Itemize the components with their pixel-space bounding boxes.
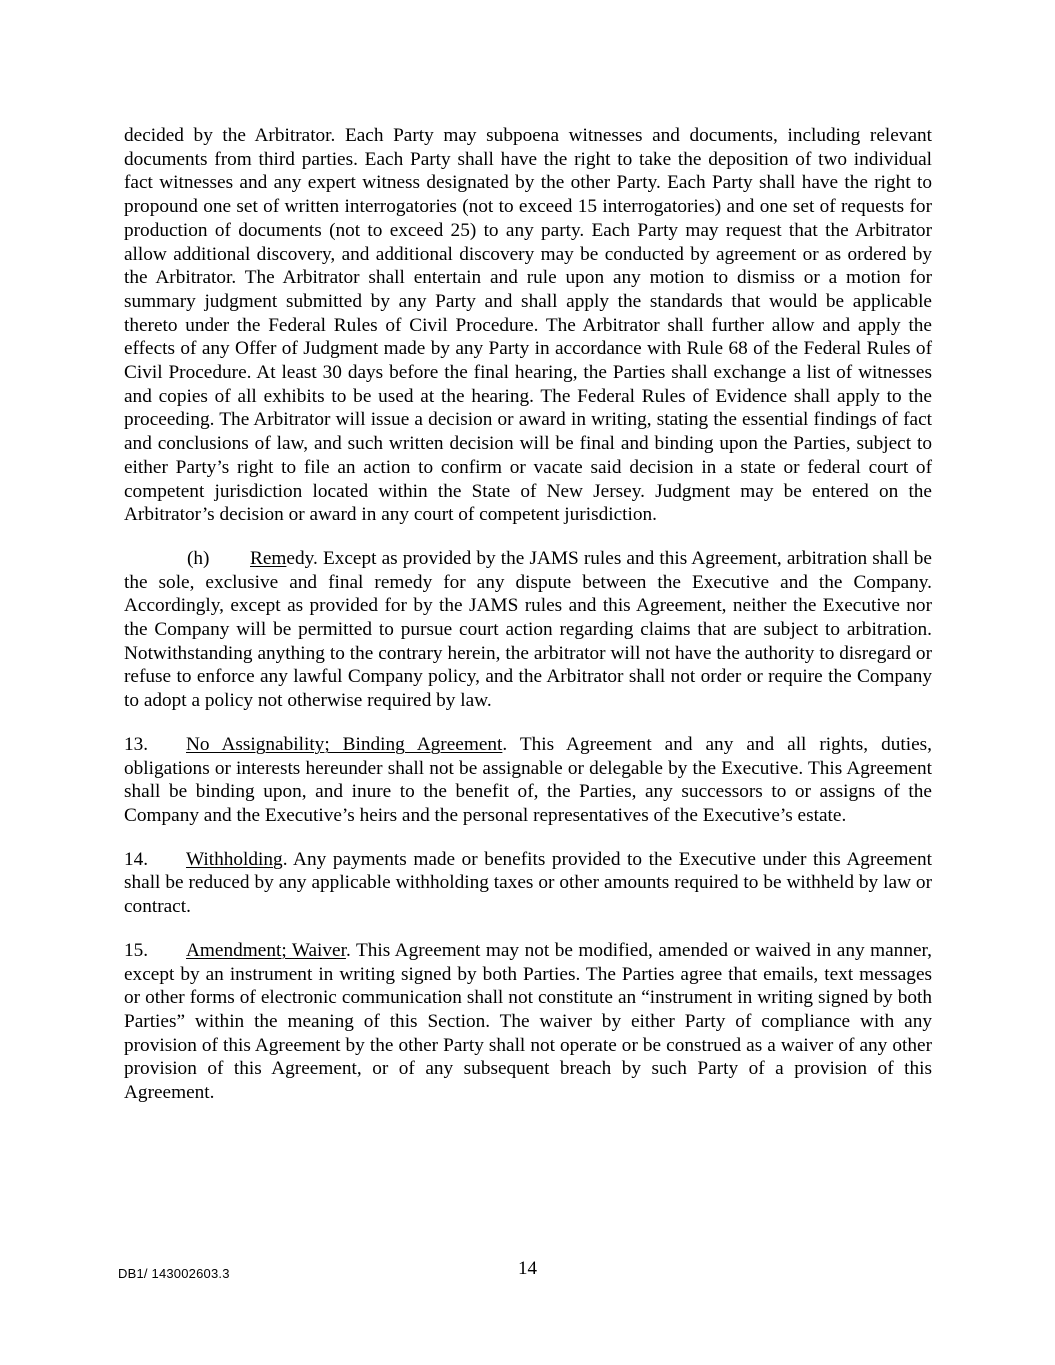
section-13-body: . This Agreement and any and all rights, duties, obligations or interests hereunder shall not be assignable or delegable by the Executive. This Agreement shall be binding upon, and inure to the benefit of, the Parties, any successors to or assigns of the Company and the Executive’s heirs and the personal representatives of the Executive’s estate.	[124, 733, 932, 826]
document-body	[124, 124, 932, 1125]
continuation-paragraph: decided by the Arbitrator. Each Party may subpoena witnesses and documents, including relevant documents from third parties. Each Party shall have the right to take the deposition of two individual fact witnesses and any expert witness designated by the other Party. Each Party shall have the right to propound one set of written interrogatories (not to exceed 15 interrogatories) and one set of requests for production of documents (not to exceed 25) to any party. Each Party may request that the Arbitrator allow additional discovery, and additional discovery may be conducted by agreement or as ordered by the Arbitrator. The Arbitrator shall entertain and rule upon any motion to dismiss or a motion for summary judgment submitted by any Party and shall apply the standards that would be applicable thereto under the Federal Rules of Civil Procedure. The Arbitrator shall further allow and apply the effects of any Offer of Judgment made by any Party in accordance with Rule 68 of the Federal Rules of Civil Procedure. At least 30 days before the final hearing, the Parties shall exchange a list of witnesses and copies of all exhibits to be used at the hearing. The Federal Rules of Evidence shall apply to the proceeding. The Arbitrator will issue a decision or award in writing, stating the essential findings of fact and conclusions of law, and such written decision will be final and binding upon the Parties, subject to either Party’s right to file an action to confirm or vacate said decision in a state or federal court of competent jurisdiction located within the State of New Jersey. Judgment may be entered on the Arbitrator’s decision or award in any court of competent jurisdiction.	[124, 125, 932, 526]
section-15-paragraph	[124, 939, 932, 1105]
section-15-body: . This Agreement may not be modified, amended or waived in any manner, except by an instrument in writing signed by both Parties. The Parties agree that emails, text messages or other forms of electronic communication shall not constitute an “instrument in writing signed by both Parties” within the meaning of this Section. The waiver by either Party of compliance with any provision of this Agreement by the other Party shall not operate or be construed as a waiver of any other provision of this Agreement, or of any subsequent breach by such Party of a provision of this Agreement.	[124, 939, 932, 1104]
section-14-body: . Any payments made or benefits provided to the Executive under this Agreement shall be reduced by any applicable withholding taxes or other amounts required to be withheld by law or contract.	[124, 848, 932, 918]
remedy-number: (h)	[187, 547, 210, 569]
footer-document-id: DB1/ 143002603.3	[118, 1266, 230, 1281]
section-13-number: 13.	[124, 733, 149, 755]
remedy-paragraph	[124, 547, 932, 713]
remedy-body: . Except as provided by the JAMS rules and this Agreement, arbitration shall be the sole, exclusive and final remedy for any dispute between the Executive and the Company. Accordingly, except as provided for by the JAMS rules and this Agreement, neither the Executive nor the Company will be permitted to pursue court action regarding claims that are subject to arbitration. Notwithstanding anything to the contrary herein, the arbitrator will not have the authority to disregard or refuse to enforce any lawful Company policy, and the Arbitrator shall not order or require the Company to adopt a policy not otherwise required by law.	[124, 547, 932, 712]
page-number: 14	[518, 1258, 537, 1279]
section-14-number: 14.	[124, 848, 149, 870]
section-15-title: Amendment; Waiver	[186, 939, 346, 961]
section-14-title: Withholding	[186, 848, 283, 870]
remedy-title-rest: edy	[286, 547, 314, 569]
remedy-title-underlined: Rem	[250, 547, 287, 569]
section-14-paragraph	[124, 848, 932, 919]
section-15-number: 15.	[124, 939, 149, 961]
section-13-paragraph	[124, 733, 932, 828]
section-13-title: No Assignability; Binding Agreement	[186, 733, 503, 755]
